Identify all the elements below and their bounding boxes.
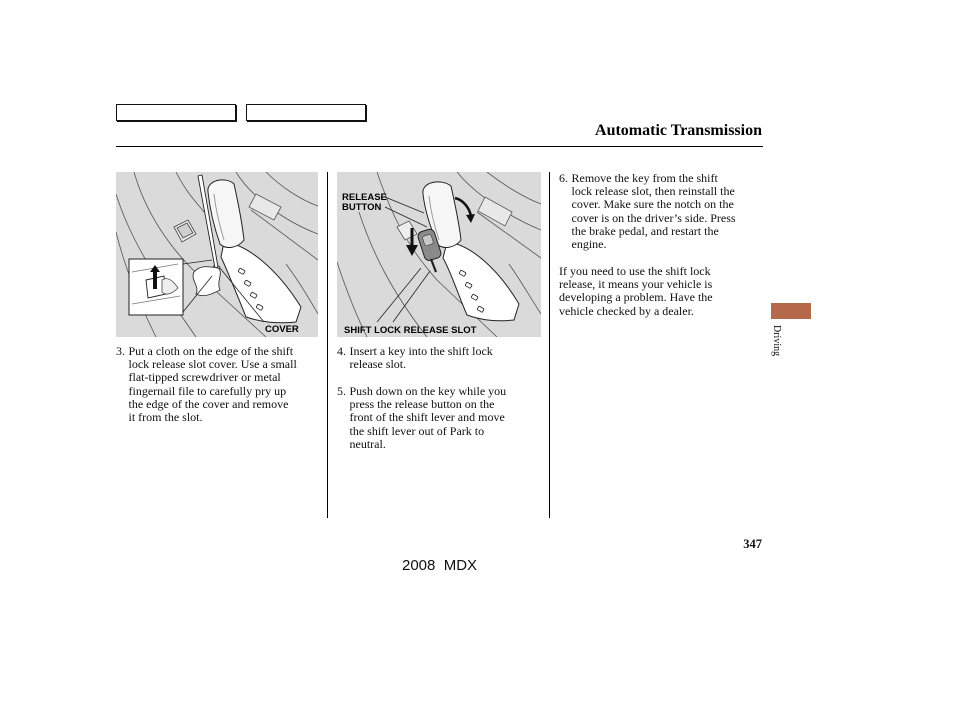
inset-detail — [129, 259, 183, 315]
section-label: Driving — [771, 325, 782, 357]
release-button-label-line-2: BUTTON — [342, 202, 382, 213]
step-4 — [337, 345, 493, 372]
release-button-label-line-1: RELEASE — [342, 192, 387, 203]
header-rule — [116, 146, 763, 147]
step-6-line: lock release slot, then reinstall the — [571, 183, 735, 198]
header-tab-2 — [246, 104, 366, 121]
shift-lock-release-slot-label: SHIFT LOCK RELEASE SLOT — [344, 325, 477, 336]
step-6-line: cover. Make sure the notch on the — [571, 197, 734, 212]
step-3-line: the edge of the cover and remove — [128, 396, 289, 411]
step-5-line: neutral. — [349, 436, 386, 451]
note-line: If you need to use the shift lock — [559, 263, 711, 278]
step-number: 5. — [337, 383, 346, 398]
step-number: 3. — [116, 343, 125, 358]
column-divider-1 — [327, 172, 328, 518]
column-divider-2 — [549, 172, 550, 518]
step-6-line: the brake pedal, and restart the — [571, 223, 719, 238]
cloth — [193, 267, 220, 296]
header-tab-1 — [116, 104, 236, 121]
cover-label: COVER — [265, 324, 299, 335]
section-tab — [771, 303, 811, 319]
step-6 — [559, 172, 736, 252]
step-3-line: it from the slot. — [128, 410, 203, 425]
step-6-line: Remove the key from the shift — [571, 170, 718, 185]
step-5-line: the shift lever out of Park to — [349, 423, 485, 438]
step-5-line: front of the shift lever and move — [349, 410, 505, 425]
step-6-line: cover is on the driver’s side. Press — [571, 210, 736, 225]
step-4-line: release slot. — [349, 356, 407, 371]
note-line: developing a problem. Have the — [559, 290, 713, 305]
step-number: 6. — [559, 170, 568, 185]
step-3-line: flat-tipped screwdriver or metal — [128, 370, 281, 385]
footer-model: 2008 MDX — [402, 557, 478, 574]
note-line: release, it means your vehicle is — [559, 276, 713, 291]
cover-removal-illustration — [116, 172, 318, 337]
step-3-line: Put a cloth on the edge of the shift — [128, 343, 294, 358]
step-5-line: Push down on the key while you — [349, 383, 507, 398]
step-4-line: Insert a key into the shift lock — [349, 343, 493, 358]
step-3-line: lock release slot cover. Use a small — [128, 356, 297, 371]
step-6-line: engine. — [571, 237, 607, 252]
page-title: Automatic Transmission — [595, 122, 762, 139]
step-3-line: fingernail file to carefully pry up — [128, 383, 287, 398]
step-3 — [116, 345, 297, 425]
step-number: 4. — [337, 343, 346, 358]
shift-lock-release-illustration — [337, 172, 541, 337]
note-line: vehicle checked by a dealer. — [559, 303, 694, 318]
dealer-note — [559, 265, 713, 318]
step-5 — [337, 385, 506, 452]
step-5-line: press the release button on the — [349, 396, 495, 411]
page-number: 347 — [743, 537, 762, 551]
